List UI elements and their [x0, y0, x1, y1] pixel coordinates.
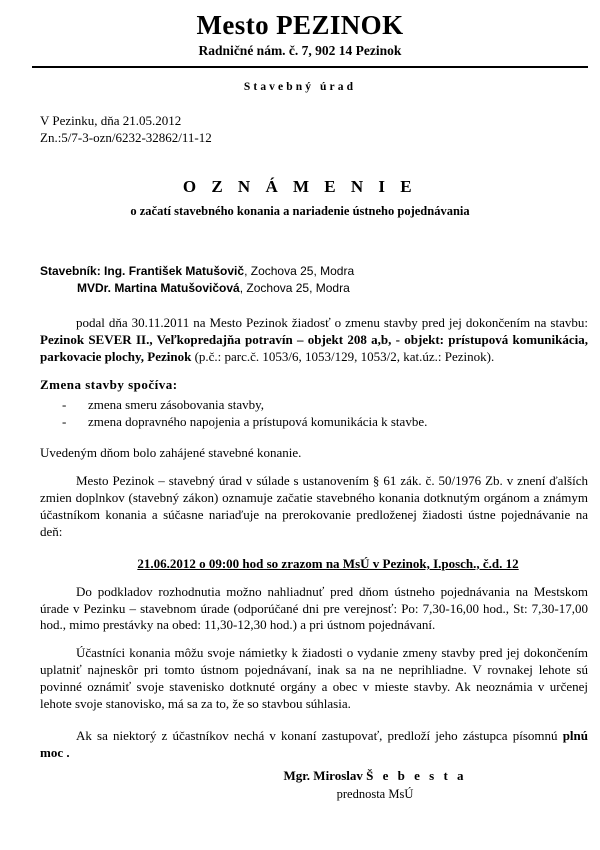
hearing-datetime-line [80, 556, 576, 573]
applicant-label: Stavebník: [40, 264, 101, 279]
document-subtitle: o začatí stavebného konania a nariadenie ústneho pojednávania [130, 204, 470, 219]
signatory-role: prednosta MsÚ [336, 787, 414, 801]
signatory-given-name: Mgr. Miroslav [283, 768, 367, 783]
power-of-attorney-bold: plnú moc . [40, 727, 588, 760]
bullet-dash: - [62, 414, 67, 430]
applicant-name-1: Ing. František Matušovič [104, 264, 245, 279]
applicant-name-2: MVDr. Martina Matušovičová [77, 280, 240, 295]
document-title: O Z N Á M E N I E [182, 177, 418, 197]
letterhead [0, 0, 600, 59]
list-item [62, 396, 588, 413]
spacer [40, 573, 588, 584]
changes-list [40, 396, 588, 430]
hearing-datetime: 21.06.2012 o 09:00 hod so zrazom na MsÚ v Pezinok, I.posch., č.d. 12 [137, 555, 519, 571]
spacer [40, 366, 588, 377]
header-divider [32, 66, 588, 68]
signatory-name [150, 768, 600, 784]
request-parcel-text: (p.č.: parc.č. 1053/6, 1053/129, 1053/2, kat.úz.: Pezinok). [191, 349, 495, 365]
signatory-surname: Š e b e s t a [366, 768, 467, 783]
paragraph-objections: Účastníci konania môžu svoje námietky k žiadosti o vydanie zmeny stavby pred jej dokončením uplatniť najneskôr pri tomto ústnom pojednávaní, inak sa na ne neprihliadne. V rovnakej lehote sú povinné oznámiť svoje stavenisko dotknuté orgány a obec v mieste stavby. Ak neoznámia v určenej lehote svoje stanovisko, má sa za to, že so stavbou súhlasia. [40, 645, 588, 711]
spacer [40, 462, 588, 473]
spacer [40, 296, 588, 315]
change-text: zmena dopravného napojenia a prístupová komunikácia k stavbe. [88, 414, 428, 430]
document-meta [40, 112, 600, 146]
paragraph-legal-basis: Mesto Pezinok – stavebný úrad v súlade s ustanovením § 61 zák. č. 50/1976 Zb. v znení ďalších zmien doplnkov (stavebný zákon) oznamuje začatie stavebného konania dotknutým orgánom a známym účastníkom konania a súčasne nariaďuje na prerokovanie predloženej žiadosti ústne pojednávanie na deň: [40, 473, 588, 539]
signature-block [0, 768, 600, 802]
organization-title: Mesto PEZINOK [196, 10, 404, 40]
spacer [40, 634, 588, 645]
department-name: Stavebný úrad [243, 81, 357, 93]
applicant-address-1: , Zochova 25, Modra [244, 264, 355, 279]
representation-lead-text: Ak sa niektorý z účastníkov nechá v konaní zastupovať, predloží jeho zástupca písomnú [76, 727, 563, 743]
reference-number: Zn.:5/7-3-ozn/6232-32862/11-12 [40, 130, 212, 146]
spacer [40, 541, 588, 556]
applicant-line-2 [40, 280, 600, 297]
list-item [62, 413, 588, 430]
organization-address: Radničné nám. č. 7, 902 14 Pezinok [198, 43, 402, 59]
bullet-dash: - [62, 396, 67, 412]
place-and-date: V Pezinku, dňa 21.05.2012 [40, 113, 182, 128]
paragraph-request [40, 315, 588, 366]
change-text: zmena smeru zásobovania stavby, [88, 396, 265, 412]
applicant-block [40, 263, 600, 296]
spacer [40, 430, 588, 445]
paragraph-proceeding-started: Uvedeným dňom bolo zahájené stavebné konanie. [40, 445, 302, 461]
paragraph-representation [40, 728, 588, 762]
paragraph-inspection-hours: Do podkladov rozhodnutia možno nahliadnuť pred dňom ústneho pojednávania na Mestskom úrade v Pezinku – stavebnom úrade (odporúčané dni pre verejnosť: Po: 7,30-16,00 hod., St: 7,30-17,00 hod., mimo prestávky na obed: 11,30-12,30 hod.) a pri ústnom pojednávaní. [40, 583, 588, 633]
document-body [40, 296, 588, 761]
request-lead-text: podal dňa 30.11.2011 na Mesto Pezinok žiadosť o zmenu stavby pred jej dokončením na stavbu: [76, 315, 588, 331]
applicant-address-2: , Zochova 25, Modra [239, 280, 350, 295]
changes-heading: Zmena stavby spočíva: [40, 377, 178, 393]
request-subject-bold: Pezinok SEVER II., Veľkopredajňa potravín – objekt 208 a,b, - objekt: prístupová komunikácia, parkovacie plochy, Pezinok [40, 332, 588, 365]
spacer [40, 713, 588, 728]
